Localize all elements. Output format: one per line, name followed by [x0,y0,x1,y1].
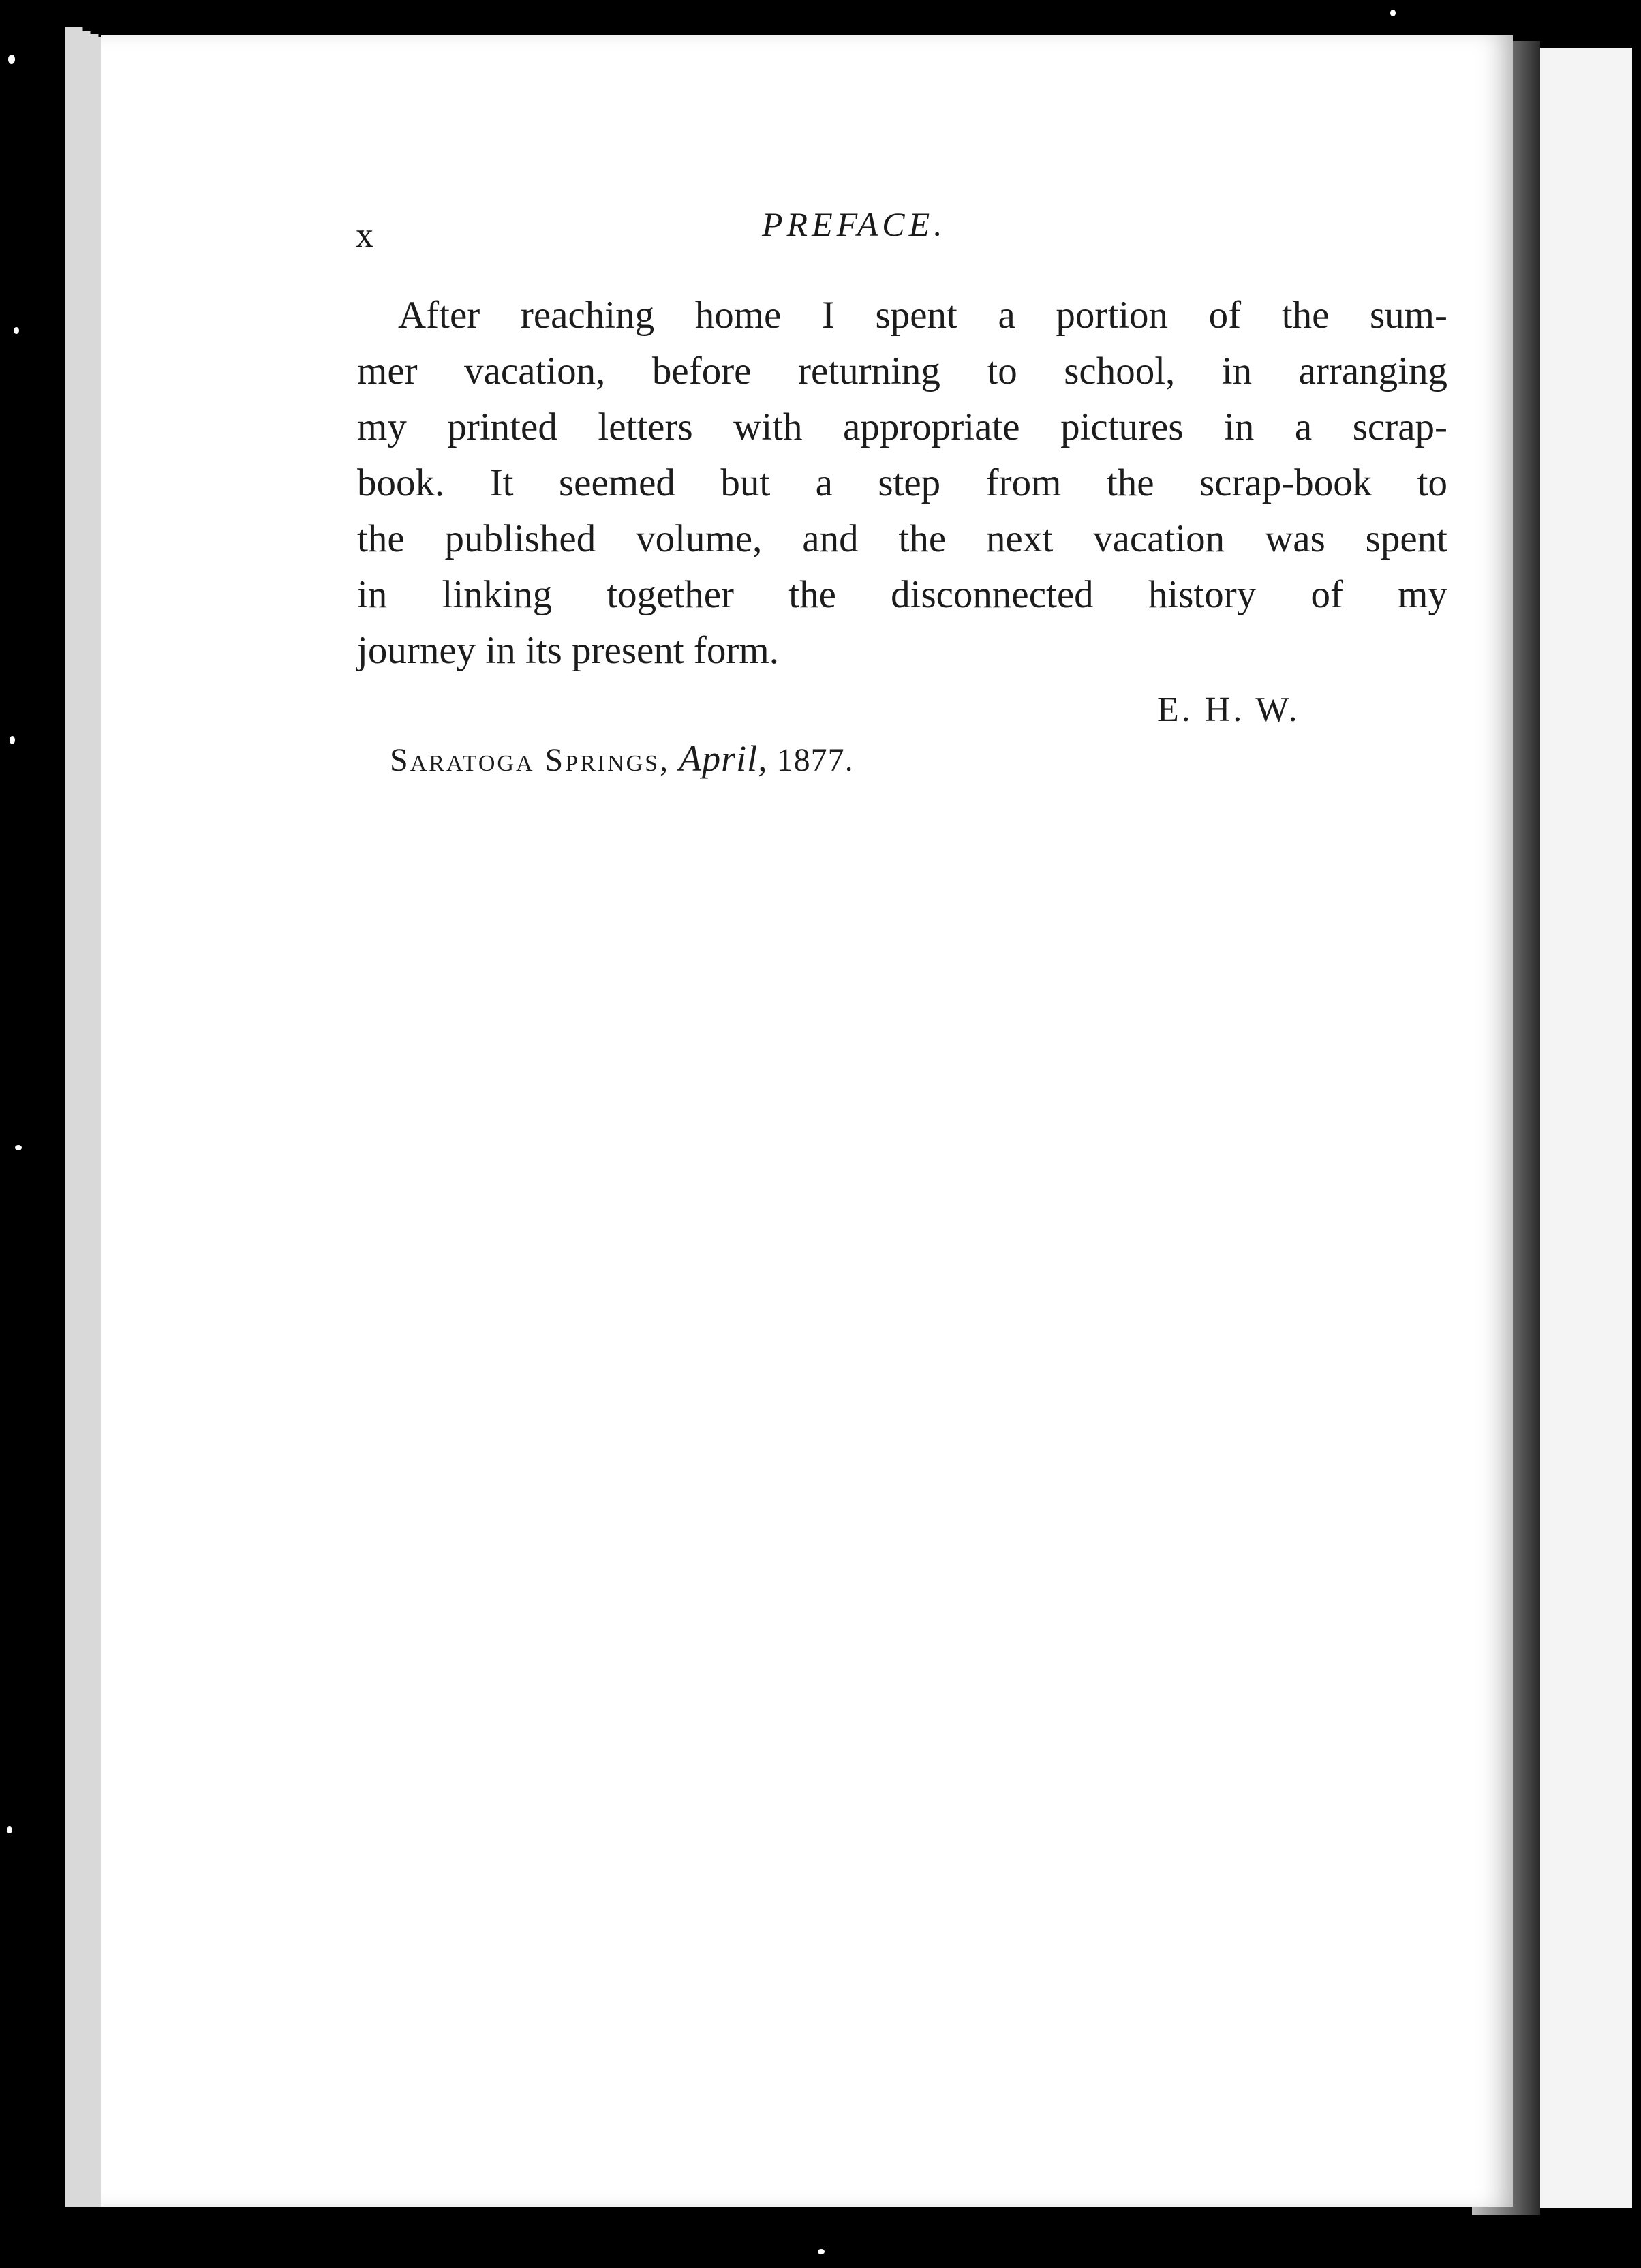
paragraph-line: mer vacation, before returning to school, in arranging [357,350,1447,393]
scan-speck [15,1145,22,1150]
scan-speck [1390,10,1396,16]
author-initials: E. H. W. [1157,690,1300,729]
dateline-year: 1877. [776,742,854,778]
scan-speck [7,1826,12,1833]
scan-speck [8,55,15,64]
dateline [390,737,854,780]
running-head [101,192,1513,260]
scan-speck [14,327,19,334]
paragraph-line: book. It seemed but a step from the scrap-book to [357,461,1447,504]
paragraph-line: in linking together the disconnected history of my [357,573,1447,616]
dateline-month: April, [679,738,768,779]
scan-speck [818,2249,825,2254]
book-page [101,35,1513,2207]
adjacent-page [1537,48,1632,2208]
paragraph-line: After reaching home I spent a portion of the sum- [398,294,1447,337]
preface-paragraph [357,288,1447,679]
dateline-place: Saratoga Springs, [390,742,671,778]
paragraph-line: journey in its present form. [357,629,779,672]
paragraph-line: the published volume, and the next vacation was spent [357,517,1447,560]
paragraph-line: my printed letters with appropriate pictures in a scrap- [357,405,1447,448]
scan-speck [10,736,15,744]
running-head-title: PREFACE. [762,205,947,243]
page-number: x [356,216,373,255]
